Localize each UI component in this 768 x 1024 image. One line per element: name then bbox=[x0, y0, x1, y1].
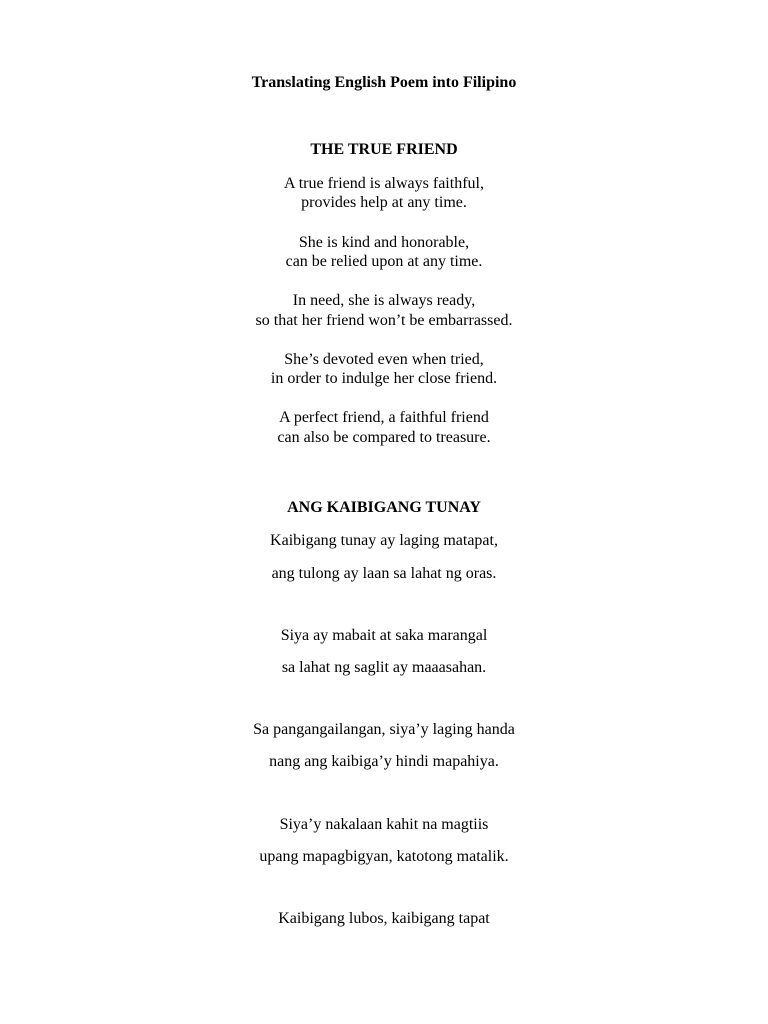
english-stanza-5-line-2: can also be compared to treasure. bbox=[277, 429, 491, 446]
document-heading: Translating English Poem into Filipino bbox=[251, 74, 517, 91]
english-stanza-1-line-2: provides help at any time. bbox=[301, 194, 467, 211]
filipino-stanza-4-line-1: Siya’y nakalaan kahit na magtiis bbox=[279, 816, 489, 833]
english-stanza-4-line-1: She’s devoted even when tried, bbox=[284, 351, 484, 368]
filipino-stanza-2-line-1: Siya ay mabait at saka marangal bbox=[280, 627, 488, 644]
filipino-stanza-2-line-2: sa lahat ng saglit ay maaasahan. bbox=[281, 659, 487, 676]
english-stanza-2-line-2: can be relied upon at any time. bbox=[285, 253, 483, 270]
filipino-stanza-1-line-1: Kaibigang tunay ay laging matapat, bbox=[270, 532, 498, 549]
filipino-stanza-4-line-2: upang mapagbigyan, katotong matalik. bbox=[259, 848, 509, 865]
english-stanza-3-line-1: In need, she is always ready, bbox=[292, 292, 476, 309]
filipino-stanza-5-line-1: Kaibigang lubos, kaibigang tapat bbox=[278, 910, 490, 927]
english-stanza-2-line-1: She is kind and honorable, bbox=[298, 234, 470, 251]
english-stanza-5-line-1: A perfect friend, a faithful friend bbox=[279, 409, 489, 426]
english-stanza-1-line-1: A true friend is always faithful, bbox=[284, 175, 484, 192]
english-stanza-4-line-2: in order to indulge her close friend. bbox=[270, 370, 498, 387]
english-stanza-3-line-2: so that her friend won’t be embarrassed. bbox=[255, 312, 513, 329]
filipino-stanza-3-line-1: Sa pangangailangan, siya’y laging handa bbox=[253, 721, 515, 738]
filipino-poem-title: ANG KAIBIGANG TUNAY bbox=[287, 499, 481, 516]
english-poem-title: THE TRUE FRIEND bbox=[310, 141, 458, 158]
filipino-stanza-1-line-2: ang tulong ay laan sa lahat ng oras. bbox=[271, 565, 497, 582]
filipino-stanza-3-line-2: nang ang kaibiga’y hindi mapahiya. bbox=[269, 753, 499, 770]
